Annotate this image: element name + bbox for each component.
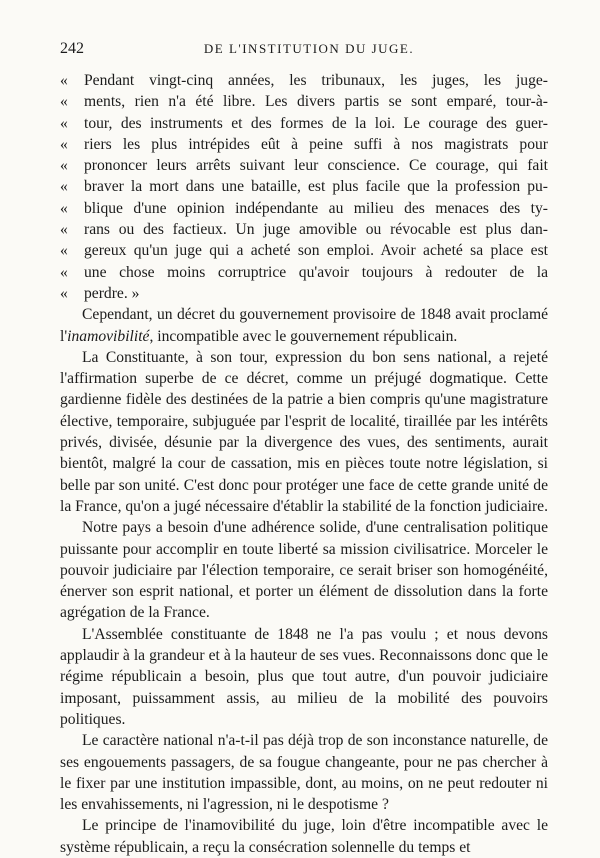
- paragraph: La Constituante, à son tour, expression du bon sens national, a rejeté l'affirmation superbe de ce décret, comme un préjugé dogmatique. Cette gardienne fidèle des destinées de la patrie a bien compris qu'une magistrature élective, temporaire, subjuguée par l'esprit de localité, tiraillée par les intérêts privés, divisée, désunie par la divergence des vues, des sentiments, aurait bientôt, malgré la cour de cassation, mis en pièces toute notre législation, si belle par son unité. C'est donc pour protéger une face de cette grande unité de la France, qu'on a jugé nécessaire d'établir la stabilité de la fonction judiciaire.: [60, 348, 548, 515]
- running-title: DE L'INSTITUTION DU JUGE.: [203, 41, 415, 56]
- page-number: 242: [60, 40, 84, 57]
- quote-line: « perdre. »: [60, 283, 548, 304]
- quote-line: « tour, des instruments et des formes de la loi. Le courage des guer-: [60, 113, 548, 134]
- body-text: [60, 70, 548, 858]
- paragraph: Notre pays a besoin d'une adhérence solide, d'une centralisation politique puissante pour accomplir en toute liberté sa mission civilisatrice. Morceler le pouvoir judiciaire par l'élection temporaire, ce serait briser son homogénéité, énerver son esprit national, et porter un élément de dissolution dans la forte agrégation de la France.: [60, 519, 548, 622]
- paragraph-text: , incompatible avec le gouvernement républicain.: [149, 327, 458, 345]
- quote-line: « ments, rien n'a été libre. Les divers partis se sont emparé, tour-à-: [60, 91, 548, 112]
- paragraph: [60, 304, 548, 347]
- paragraph: Le principe de l'inamovibilité du juge, loin d'être incompatible avec le système républicain, a reçu la consécration solennelle du temps et: [60, 817, 548, 856]
- quote-line: « Pendant vingt-cinq années, les tribunaux, les juges, les juge-: [60, 70, 548, 91]
- quote-line: « blique d'une opinion indépendante au milieu des menaces des ty-: [60, 198, 548, 219]
- quote-line: « prononcer leurs arrêts suivant leur conscience. Ce courage, qui fait: [60, 155, 548, 176]
- quote-line: « riers les plus intrépides eût à peine suffi à nos magistrats pour: [60, 134, 548, 155]
- paragraph: Le caractère national n'a-t-il pas déjà trop de son inconstance naturelle, de ses engouements passagers, de sa fougue changeante, pour ne pas chercher à le fixer par une institution impassible, dont, au moins, on ne peut redouter ni les envahissements, ni l'agression, ni le despotisme ?: [60, 732, 548, 814]
- quote-line: « une chose moins corruptrice qu'avoir toujours à redouter de la: [60, 262, 548, 283]
- emphasized-word: inamovibilité: [67, 327, 150, 345]
- quote-line: « rans ou des factieux. Un juge amovible ou révocable est plus dan-: [60, 219, 548, 240]
- paragraph-text: Cependant, un décret du gouvernement provisoire de 1848 avait proclamé l': [60, 306, 548, 345]
- paragraph: L'Assemblée constituante de 1848 ne l'a pas voulu ; et nous devons applaudir à la grandeur et à la hauteur de ses vues. Reconnaissons donc que le régime républicain a besoin, plus que tout autre, d'un pouvoir judiciaire imposant, puissamment assis, au milieu de la mobilité des pouvoirs politiques.: [60, 625, 548, 728]
- quotation: [60, 70, 548, 304]
- quote-line: « braver la mort dans une bataille, est plus facile que la profession pu-: [60, 176, 548, 197]
- page-header: [60, 40, 548, 62]
- quote-line: « gereux qu'un juge qui a acheté son emploi. Avoir acheté sa place est: [60, 240, 548, 261]
